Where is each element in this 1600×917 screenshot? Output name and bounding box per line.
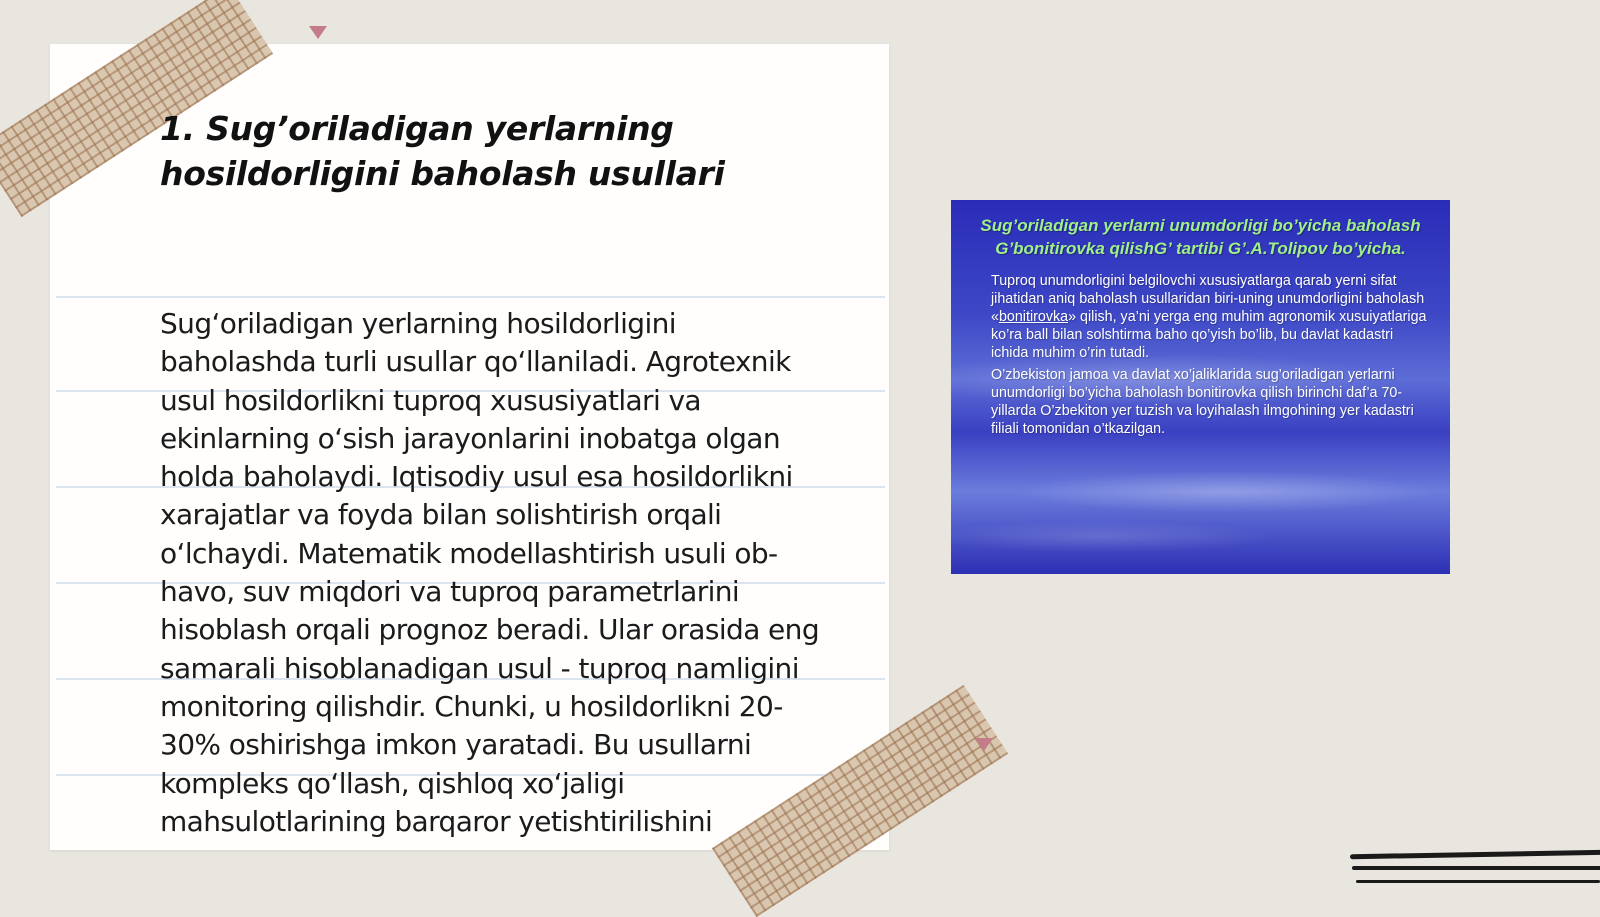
embedded-slide-paragraph-1-end: » qilish, ya’ni yerga eng muhim agronomik xusuiyatlariga ko’ra ball bilan solshtirma baho qo’yish bo’lib, bu davlat kadastri ichida muhim o’rin tutadi. bbox=[991, 309, 1427, 361]
body-paragraph: Sug‘oriladigan yerlarning hosildorligini baholashda turli usullar qo‘llaniladi. Agrotexnik usul hosildorlikni tuproq xususiyatlari va ekinlarning o‘sish jarayonlarini inobatga olgan holda baholaydi. Iqtisodiy usul esa hosildorlikni xarajatlar va foyda bilan solishtirish orqali o‘lchaydi. Matematik modellashtirish usuli ob-havo, suv miqdori va tuproq parametrlarini hisoblash orqali prognoz beradi. Ular orasida eng samarali hisoblanadigan usul - tuproq namligini monitoring qilishdir. Chunki, u hosildorlikni 20-30% oshirishga imkon yaratadi. Bu usullarni kompleks qo‘llash, qishloq xo‘jaligi mahsulotlarining barqaror yetishtirilishini bbox=[160, 307, 819, 838]
brush-stroke bbox=[1352, 866, 1600, 870]
brush-stroke bbox=[1350, 850, 1600, 860]
brush-stroke bbox=[1356, 880, 1600, 883]
pin-marker-top bbox=[309, 26, 327, 39]
slide-title: 1. Sug’oriladigan yerlarning hosildorligini baholash usullari bbox=[160, 109, 725, 193]
pin-marker-bottom bbox=[975, 738, 993, 751]
embedded-slide-title: Sug’oriladigan yerlarni unumdorligi bo’yicha baholash G’bonitirovka qilishG’ tartibi G’.A.Tolipov bo’yicha. bbox=[980, 216, 1421, 258]
embedded-slide-paragraph-2: O’zbekiston jamoa va davlat xo’jaliklarida sug’oriladigan yerlarni unumdorligi bo’yicha baholash bonitirovka qilish birinchi daf’a 70-yillarda O’zbekiton yer tuzish va loyihalash ilmgohining yer kadastri filiali tomonidan o’tkazilgan. bbox=[991, 367, 1414, 437]
embedded-slide-image bbox=[951, 200, 1450, 574]
embedded-slide-paragraph-1 bbox=[991, 272, 1432, 362]
paper-rule bbox=[56, 296, 885, 298]
bonitirovka-link[interactable]: bonitirovka bbox=[998, 309, 1069, 325]
embedded-slide-paragraph-1-start: Tuproq unumdorligini belgilovchi xususiyatlarga qarab yerni sifat jihatidan aniq baholash usullaridan biri-uning unumdorligini baholash « bbox=[991, 273, 1425, 325]
